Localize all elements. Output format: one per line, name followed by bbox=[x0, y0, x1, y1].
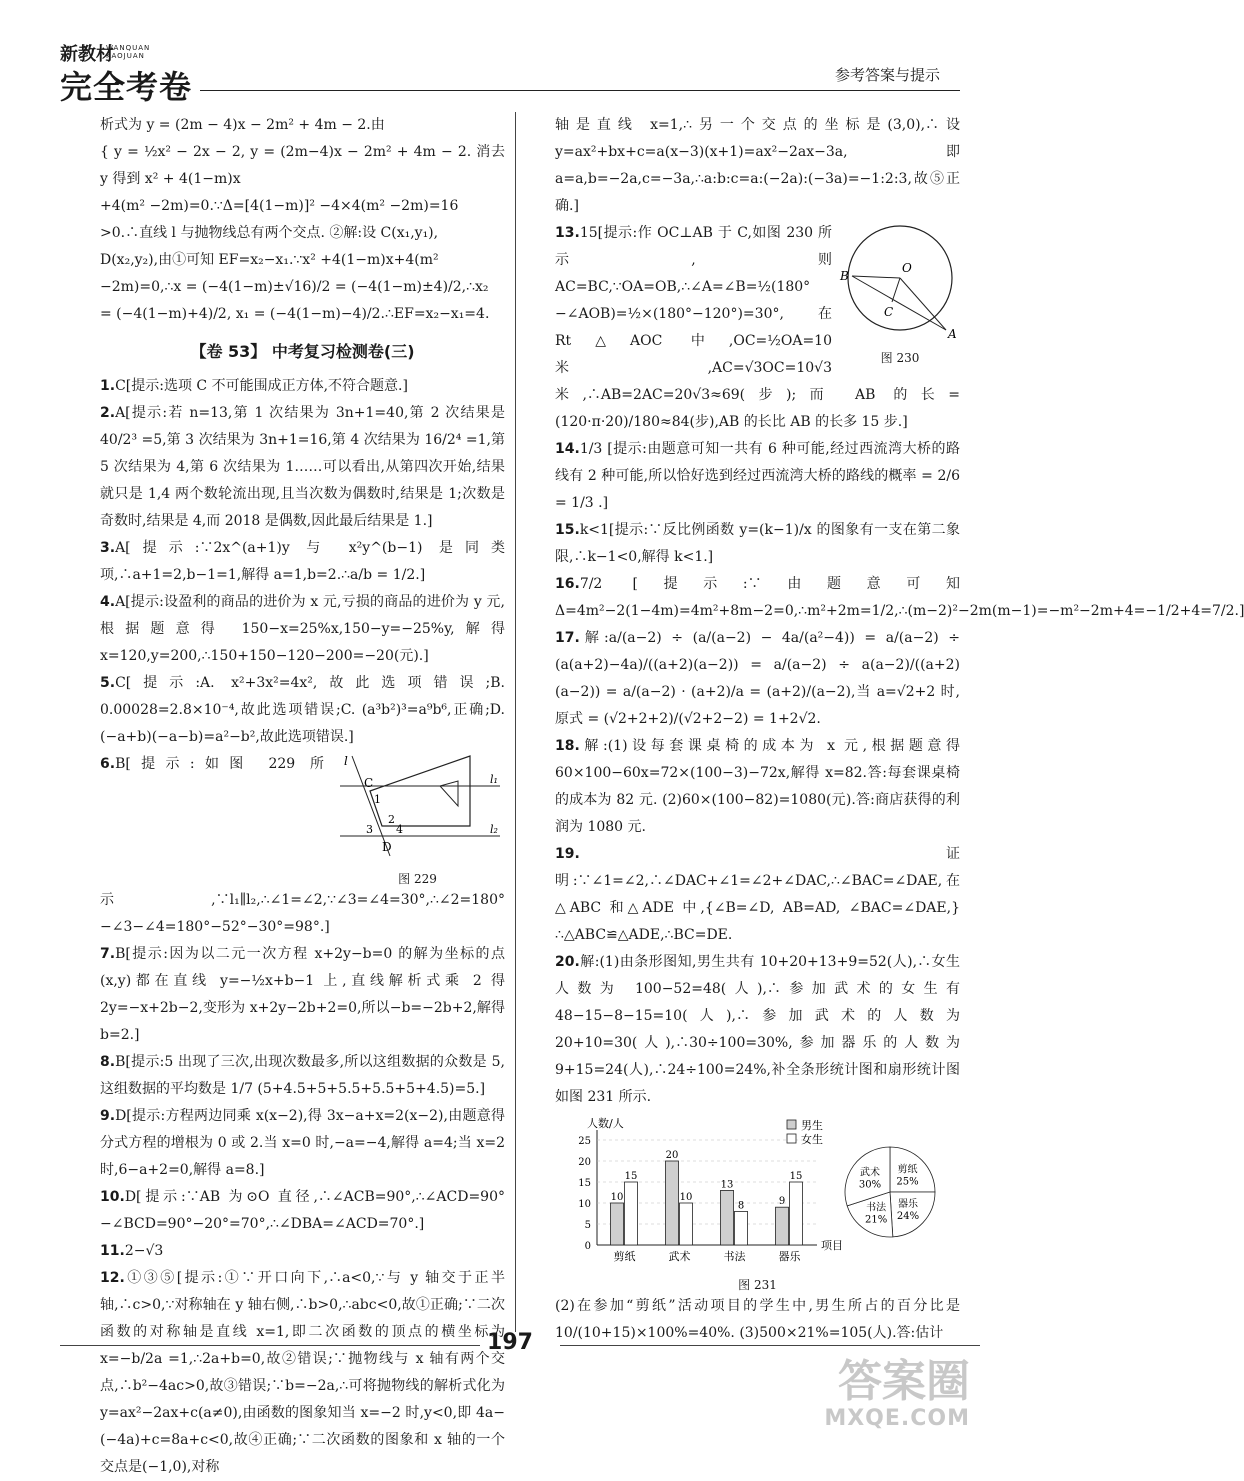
bar-value-label: 15 bbox=[624, 1171, 638, 1182]
x-axis-label: 项目 bbox=[821, 1239, 843, 1252]
text-line: D(x₂,y₂),由①可知 EF=x₂−x₁.∵x² +4(1−m)x+4(m² bbox=[100, 252, 439, 268]
item-number: 12. bbox=[100, 1270, 125, 1286]
label-l: l bbox=[344, 754, 348, 768]
bar-value-label: 20 bbox=[665, 1150, 679, 1161]
bar-girl bbox=[735, 1211, 748, 1245]
x-tick-label: 器乐 bbox=[778, 1250, 801, 1263]
bar-boy bbox=[666, 1161, 679, 1245]
item-text: 解:a/(a−2) ÷ (a/(a−2) − 4a/(a²−4)) = a/(a−2) ÷ (a(a+2)−4a)/((a+2)(a−2)) = a/(a−2) ÷ a(a−2)/((a+2)(a−2)) = a/(a−2) · (a+2)/a = (a+2)/(a−2),当 a=√2+2 时,原式 = (√2+2+2)/(√2+2−2) = 1+2√2. bbox=[555, 630, 960, 727]
item-text: ①③⑤[提示:①∵开口向下,∴a<0,∵与 y 轴交于正半轴,∴c>0,∵对称轴在 y 轴右侧,∴b>0,∴abc<0,故①正确;∵二次函数的对称轴是直线 x=1,即二次函数的顶点的横坐标为 x=−b/2a =1,∴2a+b=0,故②错误;∵抛物线与 x 轴有两个交点,∴b²−4ac>0,故③错误;∵b=−2a,∴可将抛物线的解析式化为 y=ax²−2ax+c(a≠0),由函数的图象知当 x=−2 时,y<0,即 4a−(−4a)+c=8a+c<0,故④正确;∵二次函数的图象和 x 轴的一个交点是(−1,0),对称 bbox=[100, 1270, 505, 1475]
item-text: B[提示:因为以二元一次方程 x+2y−b=0 的解为坐标的点(x,y)都在直线 y=−½x+b−1 上,直线解析式乘 2 得 2y=−x+2b−2,变形为 x+2y−2b+2=0,所以−b=−2b+2,解得 b=2.] bbox=[100, 946, 505, 1043]
pie-slice-percent: 21% bbox=[864, 1214, 888, 1226]
label-angle-2: 2 bbox=[388, 813, 395, 826]
item-number: 16. bbox=[555, 576, 580, 592]
brand-small: 新教材 bbox=[60, 44, 114, 65]
item-text: 7/2 [提示:∵由题意可知 Δ=4m²−2(1−4m)=4m²+8m−2=0,∴m²+2m=1/2,∴(m−2)²−2m(m−1)=−m²−2m+4=−1/2+4=7/2.] bbox=[555, 576, 1244, 619]
item-text: D[提示:∵AB 为⊙O 直径,∴∠ACB=90°,∴∠ACD=90°−∠BCD=90°−20°=70°,∴∠DBA=∠ACD=70°.] bbox=[100, 1189, 505, 1232]
answer-item bbox=[555, 949, 960, 1111]
answer-item bbox=[555, 220, 960, 436]
footer-rule-left bbox=[60, 1345, 480, 1346]
bar-boy bbox=[721, 1190, 734, 1245]
x-tick-label: 剪纸 bbox=[613, 1250, 636, 1263]
y-tick-label: 20 bbox=[578, 1157, 591, 1168]
pie-slice-label: 器乐 bbox=[898, 1198, 919, 1210]
item-number: 18. bbox=[555, 738, 580, 754]
label-angle-4: 4 bbox=[396, 823, 403, 836]
answer-item bbox=[100, 589, 505, 670]
label-o: O bbox=[902, 261, 912, 275]
bar-girl bbox=[680, 1203, 693, 1245]
bar-boy bbox=[776, 1207, 789, 1245]
bar-value-label: 13 bbox=[720, 1179, 734, 1191]
answer-item bbox=[100, 1049, 505, 1103]
answer-item bbox=[100, 670, 505, 751]
item-number: 19. bbox=[555, 846, 580, 862]
section-title: 【卷 53】 中考复习检测卷(三) bbox=[190, 342, 415, 361]
item-text: 2−√3 bbox=[124, 1243, 164, 1259]
y-tick-label: 15 bbox=[578, 1178, 591, 1189]
chart-legend bbox=[787, 1118, 823, 1146]
answer-item bbox=[100, 751, 505, 941]
legend-swatch bbox=[787, 1120, 796, 1129]
item-text: 解:(1)由条形图知,男生共有 10+20+13+9=52(人),∴女生人数为 100−52=48(人),∴参加武术的女生有 48−15−8−15=10(人),∴参加武术的人数为 20+10=30(人),∴30÷100=30%,参加器乐的人数为 9+15=24(人),∴24÷100=24%,补全条形统计图和扇形统计图如图 231 所示. bbox=[555, 954, 960, 1105]
item-number: 15. bbox=[555, 522, 580, 538]
item-number: 5. bbox=[100, 675, 116, 691]
item-number: 8. bbox=[100, 1054, 116, 1070]
item-text: D[提示:方程两边同乘 x(x−2),得 3x−a+x=2(x−2),由题意得分式方程的增根为 0 或 2.当 x=0 时,−a=−4,解得 a=4;当 x=2 时,6−a+2=0,解得 a=8.] bbox=[100, 1108, 505, 1178]
text-line: +4(m² −2m)=0.∵Δ=[4(1−m)]² −4×4(m² −2m)=16 bbox=[100, 198, 459, 214]
item-number: 1. bbox=[100, 378, 116, 394]
item-number: 7. bbox=[100, 946, 116, 962]
label-c: C bbox=[364, 776, 374, 790]
item-text: B[提示:5 出现了三次,出现次数最多,所以这组数据的众数是 5,这组数据的平均数是 1/7 (5+4.5+5+5.5+5.5+5+4.5)=5.] bbox=[100, 1054, 505, 1097]
label-a: A bbox=[948, 327, 957, 341]
bar-boy bbox=[611, 1203, 624, 1245]
answer-item bbox=[555, 517, 960, 571]
figure-caption: 图 231 bbox=[738, 1278, 777, 1292]
item-text: 解:(1)设每套课桌椅的成本为 x 元,根据题意得 60×100−60x=72×(100−3)−72x,解得 x=82.答:每套课桌椅的成本为 82 元. (2)60×(100−82)=1080(元).答:商店获得的利润为 1080 元. bbox=[555, 738, 960, 835]
pie-slice-percent: 25% bbox=[896, 1176, 919, 1188]
watermark bbox=[824, 1358, 970, 1431]
page-number: 197 bbox=[487, 1330, 533, 1355]
item-text: 证明:∵∠1=∠2,∴∠DAC+∠1=∠2+∠DAC,∴∠BAC=∠DAE,在△ABC 和△ADE 中,{∠B=∠D, AB=AD, ∠BAC=∠DAE,} ∴△ABC≌△ADE,∴BC=DE. bbox=[555, 846, 960, 943]
label-b: B bbox=[840, 269, 849, 283]
label-l1: l₁ bbox=[490, 773, 498, 786]
item-number: 2. bbox=[100, 405, 116, 421]
answer-item bbox=[100, 535, 505, 589]
label-l2: l₂ bbox=[490, 823, 498, 836]
item-number: 9. bbox=[100, 1108, 116, 1124]
right-column bbox=[555, 112, 1244, 1347]
label-angle-1: 1 bbox=[374, 793, 381, 806]
item-number: 20. bbox=[555, 954, 580, 970]
item-number: 6. bbox=[100, 756, 116, 772]
chart-pie bbox=[845, 1147, 935, 1237]
watermark-url: MXQE.COM bbox=[824, 1406, 970, 1431]
bar-value-label: 9 bbox=[778, 1196, 786, 1208]
pie-slice-percent: 30% bbox=[858, 1179, 882, 1191]
brand-title: 完全考卷 bbox=[60, 68, 193, 106]
text-line: = (−4(1−m)+4)/2, x₁ = (−4(1−m)−4)/2.∴EF=x₂−x₁=4. bbox=[100, 306, 490, 322]
item-text: C[提示:选项 C 不可能围成正方体,不符合题意.] bbox=[115, 378, 408, 394]
item-number: 17. bbox=[555, 630, 580, 646]
item-text: A[提示:设盈利的商品的进价为 x 元,亏损的商品的进价为 y 元,根据题意得 150−x=25%x,150−y=−25%y,解得 x=120,y=200,∴150+150−120−200=−20(元).] bbox=[100, 594, 505, 664]
pie-slice-label: 武术 bbox=[859, 1167, 880, 1179]
x-tick-label: 武术 bbox=[668, 1250, 691, 1263]
y-tick-label: 10 bbox=[578, 1199, 591, 1210]
answer-item bbox=[100, 400, 505, 535]
text-line: >0.∴直线 l 与抛物线总有两个交点. ②解:设 C(x₁,y₁), bbox=[100, 225, 439, 241]
y-tick-label: 5 bbox=[584, 1220, 591, 1231]
item-number: 10. bbox=[100, 1189, 125, 1205]
label-angle-3: 3 bbox=[366, 823, 373, 836]
answer-item bbox=[555, 571, 1244, 625]
answer-item bbox=[555, 841, 960, 949]
bar-girl bbox=[625, 1182, 638, 1245]
figure-caption: 图 230 bbox=[880, 351, 920, 365]
pie-slice-percent: 24% bbox=[896, 1210, 920, 1222]
left-column bbox=[100, 112, 505, 1481]
item-text: k<1[提示:∵反比例函数 y=(k−1)/x 的图象有一支在第二象限,∴k−1<0,解得 k<1.] bbox=[555, 522, 960, 565]
legend-label: 女生 bbox=[801, 1133, 823, 1146]
bar-value-label: 10 bbox=[679, 1192, 693, 1203]
item-text: A[提示:∵2x^(a+1)y 与 x²y^(b−1) 是同类项,∴a+1=2,b−1=1,解得 a=1,b=2.∴a/b = 1/2.] bbox=[100, 540, 505, 583]
y-tick-label: 0 bbox=[584, 1241, 591, 1252]
item-number: 4. bbox=[100, 594, 116, 610]
answer-item bbox=[555, 625, 960, 733]
text-line: 析式为 y = (2m − 4)x − 2m² + 4m − 2.由 bbox=[100, 117, 385, 133]
label-c: C bbox=[884, 305, 894, 319]
header-rule bbox=[200, 90, 960, 91]
figure-231 bbox=[555, 1117, 960, 1293]
footer-rule-right bbox=[560, 1345, 980, 1346]
bar-value-label: 8 bbox=[737, 1200, 745, 1212]
item-text: 15[提示:作 OC⊥AB 于 C,如图 230 所示,则 AC=BC,∵OA=OB,∴∠A=∠B=½(180°−∠AOB)=½×(180°−120°)=30°,在 Rt△AOC 中,OC=½OA=10 米,AC=√3OC=10√3 米,∴AB=2AC=20√3≈69(步);而 AB 的长=(120·π·20)/180≈84(步),AB 的长比 AB 的长多 15 步.] bbox=[555, 225, 960, 430]
text-line: −2m)=0,∴x = (−4(1−m)±√16)/2 = (−4(1−m)±4)/2,∴x₂ bbox=[100, 279, 489, 295]
item-number: 13. bbox=[555, 225, 580, 241]
answer-item bbox=[100, 373, 505, 400]
answer-item bbox=[100, 1265, 505, 1481]
answer-item bbox=[555, 733, 960, 841]
item-number: 14. bbox=[555, 441, 580, 457]
legend-swatch bbox=[787, 1134, 796, 1143]
watermark-logo: 答案圈 bbox=[838, 1356, 970, 1407]
brand-pinyin bbox=[106, 44, 150, 60]
legend-label: 男生 bbox=[801, 1119, 823, 1132]
intro-solution bbox=[100, 112, 505, 328]
item-text: B[提示:如图 229 所示,∵l₁∥l₂,∴∠1=∠2,∵∠3=∠4=30°,∴∠2=180°−∠3−∠4=180°−52°−30°=98°.] bbox=[100, 756, 505, 935]
answer-item bbox=[100, 1238, 505, 1265]
answer-item bbox=[100, 1103, 505, 1184]
bar-value-label: 15 bbox=[789, 1171, 803, 1182]
chart-bars bbox=[611, 1150, 803, 1245]
text-line: { y = ½x² − 2x − 2, y = (2m−4)x − 2m² + 4m − 2. 消去 y 得到 x² + 4(1−m)x bbox=[100, 144, 505, 187]
item-number: 3. bbox=[100, 540, 116, 556]
figure-caption: 图 229 bbox=[398, 872, 437, 886]
continued-text: 轴是直线 x=1,∴另一个交点的坐标是(3,0),∴设 y=ax²+bx+c=a(x−3)(x+1)=ax²−2ax−3a,即 a=a,b=−2a,c=−3a,∴a:b:c=a:(−2a):(−3a)=−1:2:3,故⑤正确.] bbox=[555, 117, 960, 214]
answer-item bbox=[100, 941, 505, 1049]
item-text: 1/3 [提示:由题意可知一共有 6 种可能,经过西流湾大桥的路线有 2 种可能,所以恰好选到经过西流湾大桥的路线的概率 = 2/6 = 1/3 .] bbox=[555, 441, 960, 511]
bar-girl bbox=[790, 1182, 803, 1245]
x-tick-label: 书法 bbox=[723, 1250, 746, 1263]
y-tick-label: 25 bbox=[578, 1136, 591, 1147]
pie-slice-label: 书法 bbox=[866, 1202, 887, 1214]
answer-item bbox=[100, 1184, 505, 1238]
pie-slice-label: 剪纸 bbox=[897, 1164, 918, 1176]
label-d: D bbox=[382, 840, 392, 854]
page-header bbox=[60, 40, 960, 106]
item-number: 11. bbox=[100, 1243, 125, 1259]
brand-pinyin-1: WANQUAN bbox=[106, 44, 151, 52]
figure-231-chart bbox=[555, 1117, 960, 1267]
item-20-part-2: (2)在参加“剪纸”活动项目的学生中,男生所占的百分比是 10/(10+15)×100%=40%. (3)500×21%=105(人).答:估计 bbox=[555, 1298, 960, 1341]
answer-item bbox=[555, 436, 960, 517]
item-text: C[提示:A. x²+3x²=4x²,故此选项错误;B. 0.00028=2.8×10⁻⁴,故此选项错误;C. (a³b²)³=a⁹b⁶,正确;D. (−a+b)(−a−b)=a²−b²,故此选项错误.] bbox=[100, 675, 505, 745]
bar-value-label: 10 bbox=[610, 1192, 624, 1203]
brand-pinyin-2: KAOJUAN bbox=[106, 52, 145, 60]
section-heading: 参考答案与提示 bbox=[834, 66, 940, 84]
column-divider bbox=[515, 112, 516, 1332]
y-axis-label: 人数/人 bbox=[587, 1117, 624, 1130]
item-text: A[提示:若 n=13,第 1 次结果为 3n+1=40,第 2 次结果是 40/2³ =5,第 3 次结果为 3n+1=16,第 4 次结果为 16/2⁴ =1,第 5 次结果为 4,第 6 次结果为 1……可以看出,从第四次开始,结果就只是 1,4 两个数轮流出现,且当次数为偶数时,结果是 1;次数是奇数时,结果是 4,而 2018 是偶数,因此最后结果是 1.] bbox=[100, 405, 505, 529]
